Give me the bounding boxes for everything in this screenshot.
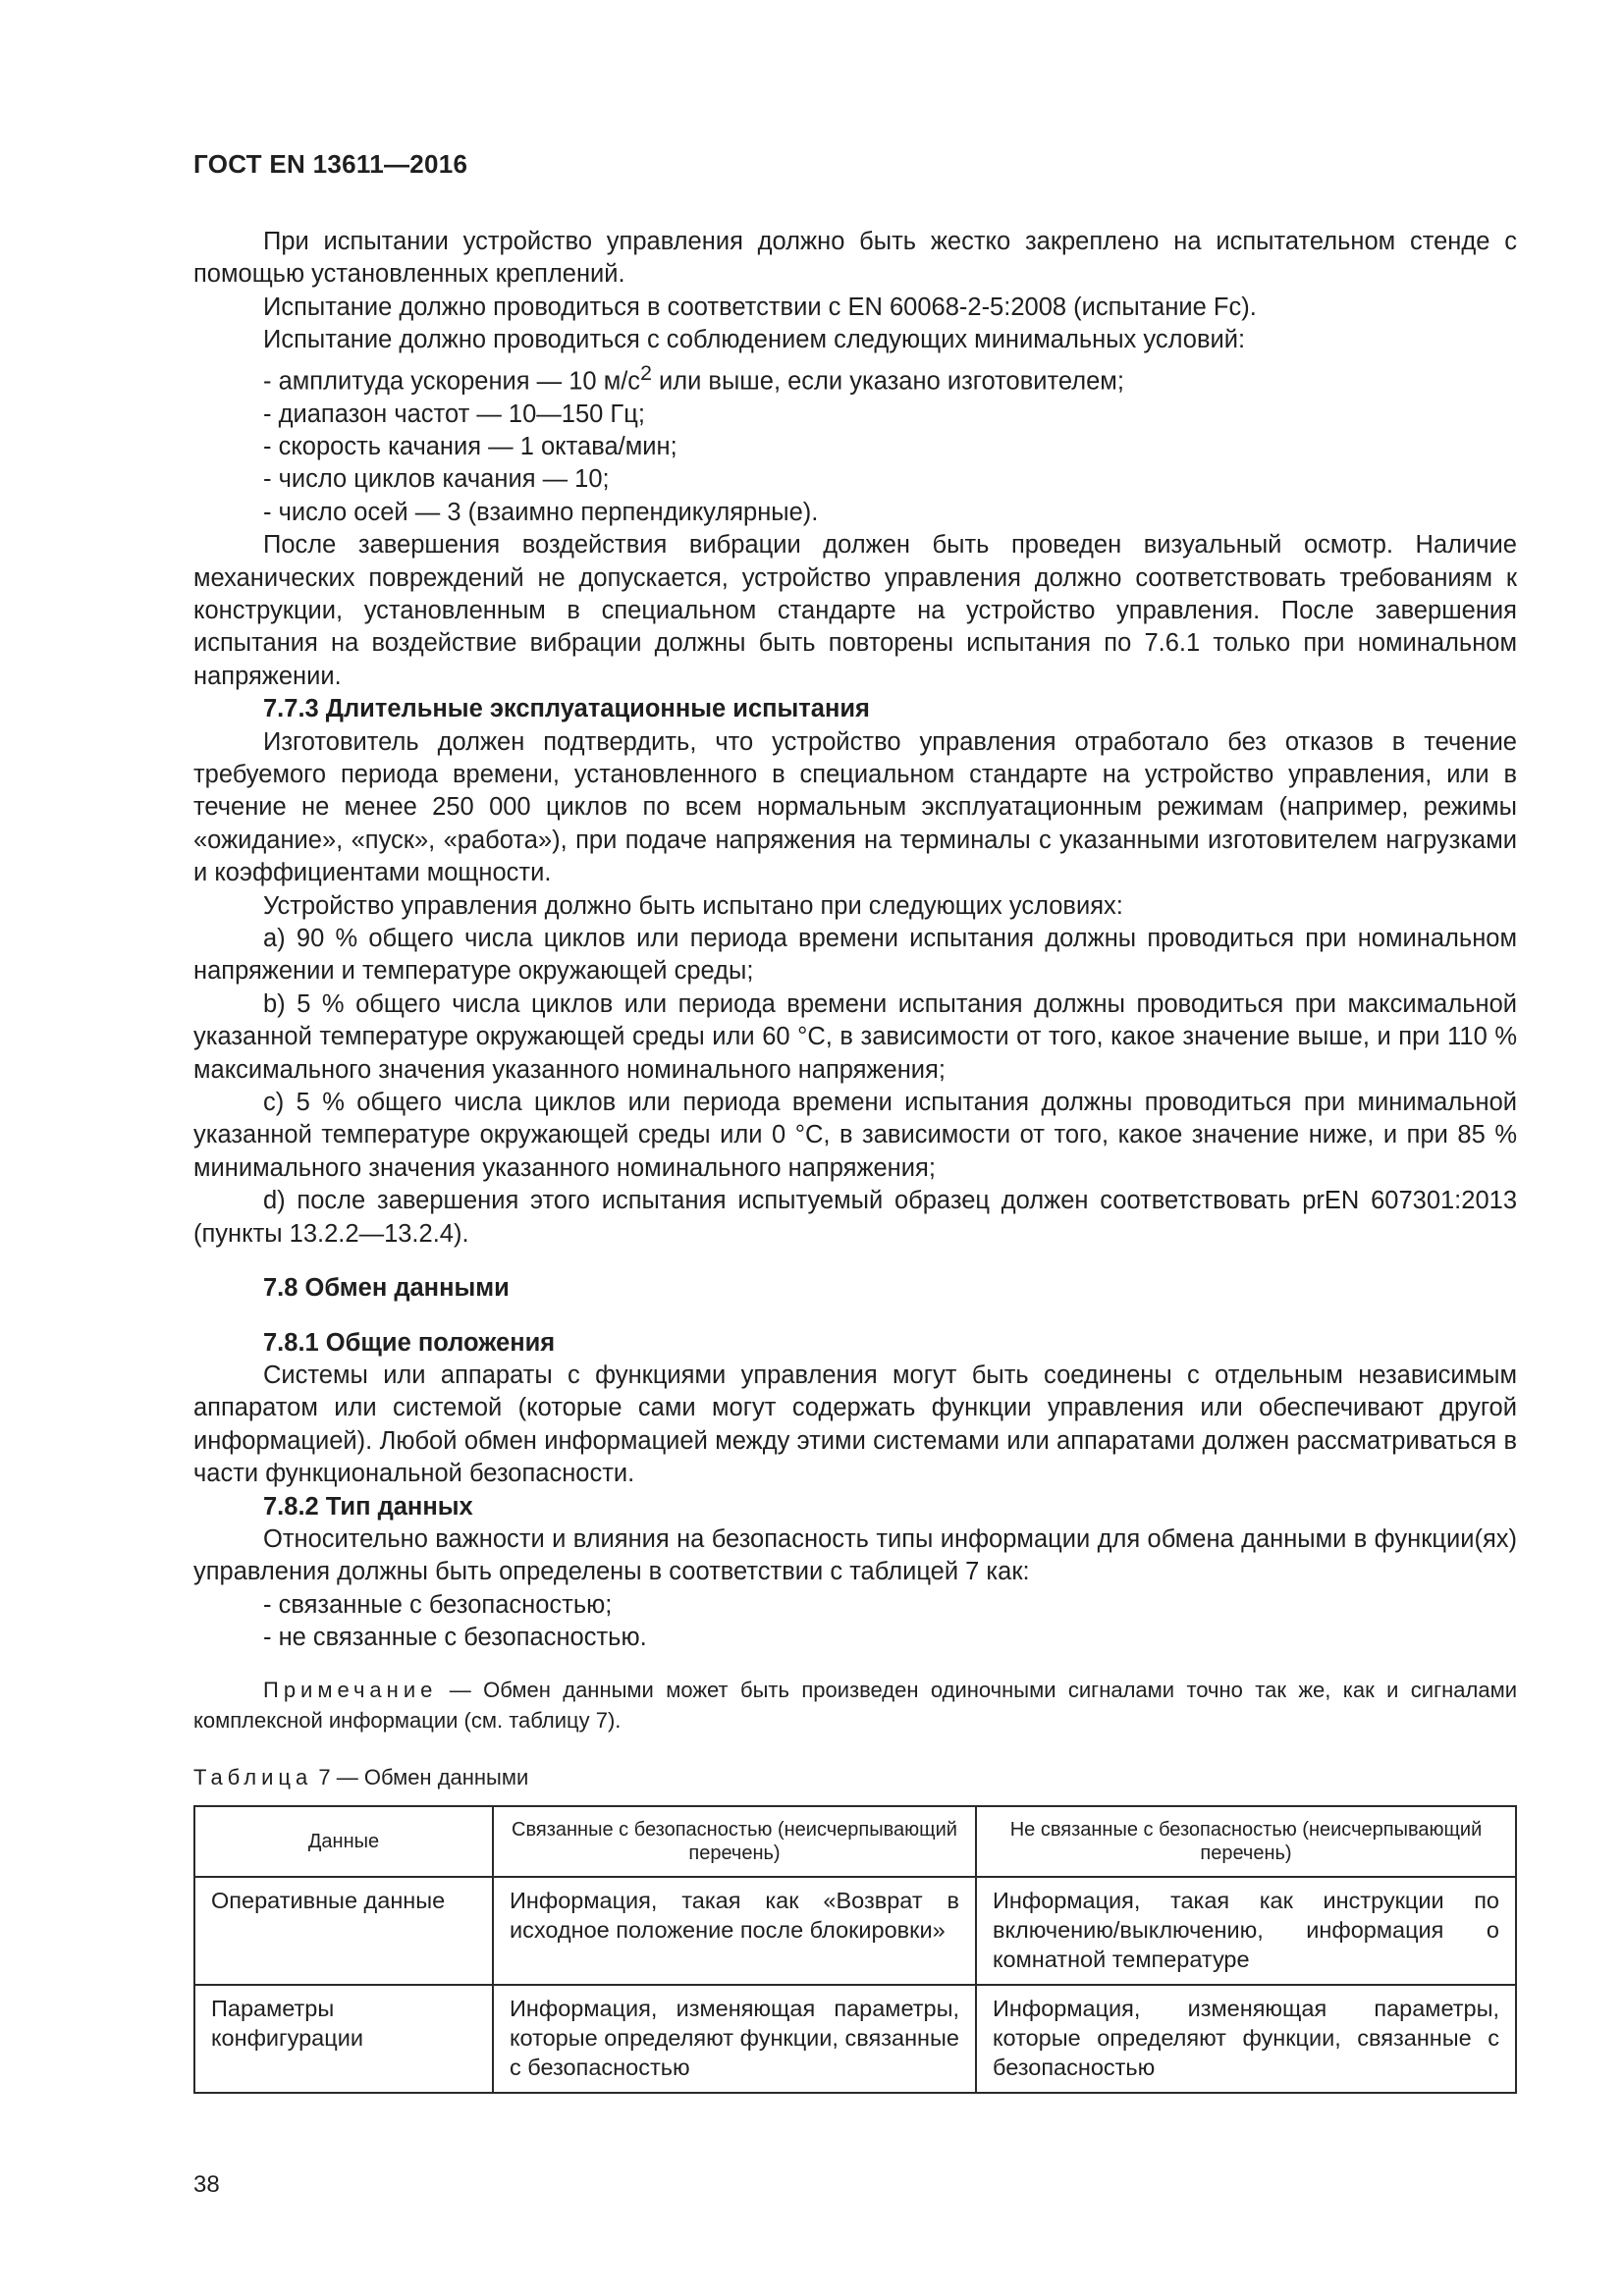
list-item: - диапазон частот — 10—150 Гц; [263,400,645,428]
paragraph: Системы или аппараты с функциями управления могут быть соединены с отдельным независимым аппаратом или системой (которые сами могут содержать функции управления или обеспечивают другой информацией). Любой обмен информацией между этими системами или аппаратами должен рассматриваться в части функциональной безопасности. [193,1361,1517,1488]
note [193,1675,1517,1735]
table-caption-text: 7 — Обмен данными [312,1764,529,1789]
section-heading-7-8: 7.8 Обмен данными [263,1274,510,1303]
table-cell: Оперативные данные [194,1877,493,1985]
paragraph: Устройство управления должно быть испытано при следующих условиях: [263,891,1123,920]
section-heading-7-8-2: 7.8.2 Тип данных [263,1492,473,1521]
section-heading-7-7-3: 7.7.3 Длительные эксплуатационные испытания [263,695,870,723]
table-cell: Информация, такая как «Возврат в исходное положение после блокировки» [493,1877,976,1985]
table-cell: Информация, такая как инструкции по включению/выключению, информация о комнатной температуре [976,1877,1516,1985]
note-label: Примечание [263,1677,438,1702]
superscript: 2 [640,360,652,385]
paragraph: Относительно важности и влияния на безопасность типы информации для обмена данными в функции(ях) управления должны быть определены в соответствии с таблицей 7 как: [193,1524,1517,1586]
column-header: Связанные с безопасностью (неисчерпывающий перечень) [493,1806,976,1877]
paragraph: Испытание должно проводиться в соответствии с EN 60068-2-5:2008 (испытание Fc). [263,293,1257,321]
table-row [194,1985,1516,2093]
table-row [194,1877,1516,1985]
section-heading-7-8-1: 7.8.1 Общие положения [263,1328,556,1357]
list-item: - связанные с безопасностью; [263,1590,613,1619]
list-item [263,357,1517,399]
column-header: Данные [194,1806,493,1877]
list-item: - число осей — 3 (взаимно перпендикулярные). [263,498,819,526]
condition-text: или выше, если указано изготовителем; [651,367,1124,396]
list-item: - скорость качания — 1 октава/мин; [263,432,677,460]
table-cell: Информация, изменяющая параметры, которые определяют функции, связанные с безопасностью [976,1985,1516,2093]
data-exchange-table [193,1805,1517,2094]
condition-b: b) 5 % общего числа циклов или периода времени испытания должны проводиться при максимальной указанной температуре окружающей среды или 60 °С, в зависимости от того, какое значение выше, и при 110 % максимального значения указанного номинального напряжения; [193,989,1517,1084]
column-header: Не связанные с безопасностью (неисчерпывающий перечень) [976,1806,1516,1877]
condition-text: - амплитуда ускорения — 10 м/с [263,367,641,396]
table-cell: Информация, изменяющая параметры, которые определяют функции, связанные с безопасностью [493,1985,976,2093]
document-header: ГОСТ EN 13611—2016 [193,149,468,179]
paragraph: При испытании устройство управления должно быть жестко закреплено на испытательном стенде с помощью установленных креплений. [193,228,1517,289]
table-cell: Параметры конфигурации [194,1985,493,2093]
table-caption [193,1761,1517,1793]
condition-a: a) 90 % общего числа циклов или периода времени испытания должны проводиться при номинальном напряжении и температуре окружающей среды; [193,925,1517,986]
list-item: - число циклов качания — 10; [263,465,610,494]
paragraph: Изготовитель должен подтвердить, что устройство управления отработало без отказов в течение требуемого периода времени, установленного в специальном стандарте на устройство управления, или в течение не менее 250 000 циклов по всем нормальным эксплуатационным режимам (например, режимы «ожидание», «пуск», «работа»), при подаче напряжения на терминалы с указанными изготовителем нагрузками и коэффициентами мощности. [193,727,1517,887]
note-text: — Обмен данными может быть произведен одиночными сигналами точно так же, как и сигналами комплексной информации (см. таблицу 7). [193,1677,1517,1733]
paragraph: После завершения воздействия вибрации должен быть проведен визуальный осмотр. Наличие механических повреждений не допускается, устройство управления должно соответствовать требованиям к конструкции, установленным в специальном стандарте на устройство управления. После завершения испытания на воздействие вибрации должны быть повторены испытания по 7.6.1 только при номинальном напряжении. [193,531,1517,690]
list-item: - не связанные с безопасностью. [263,1624,647,1652]
page-number: 38 [193,2171,220,2198]
table-header-row [194,1806,1516,1877]
document-body [193,226,1517,2094]
table-caption-label: Таблица [193,1764,313,1789]
condition-d: d) после завершения этого испытания испытуемый образец должен соответствовать prEN 607301:2013 (пункты 13.2.2—13.2.4). [193,1187,1517,1248]
paragraph: Испытание должно проводиться с соблюдением следующих минимальных условий: [263,326,1246,354]
condition-c: c) 5 % общего числа циклов или периода времени испытания должны проводиться при минимальной указанной температуре окружающей среды или 0 °С, в зависимости от того, какое значение ниже, и при 85 % минимального значения указанного номинального напряжения; [193,1089,1517,1182]
